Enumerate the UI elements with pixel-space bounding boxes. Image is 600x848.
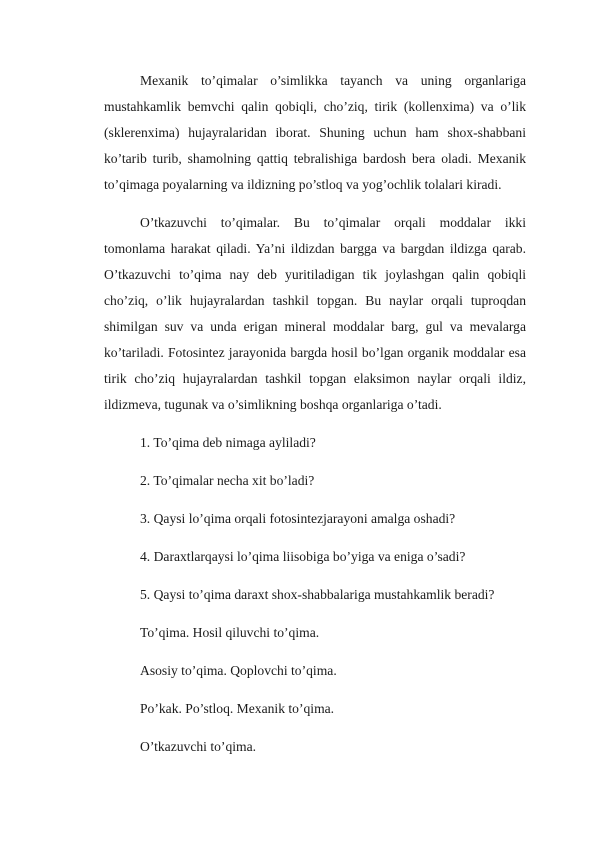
question-2: 2. To’qimalar necha xit bo’ladi? — [140, 473, 315, 488]
question-5: 5. Qaysi to’qima daraxt shox-shabbalariga mustahkamlik beradi? — [140, 587, 495, 602]
answer-2: Asosiy to’qima. Qoplovchi to’qima. — [140, 663, 337, 678]
answer-1: To’qima. Hosil qiluvchi to’qima. — [140, 625, 320, 640]
question-3: 3. Qaysi lo’qima orqali fotosintezjarayoni amalga oshadi? — [140, 511, 456, 526]
page-content — [104, 68, 526, 760]
question-1: 1. To’qima deb nimaga ayliladi? — [140, 435, 316, 450]
paragraph-mechanical-tissues: Mexanik to’qimalar o’simlikka tayanch va uning organlariga mustahkamlik bemvchi qalin qobiqli, cho’ziq, tirik (kollenxima) va o’lik (sklerenxima) hujayralaridan iborat. Shuning uchun ham shox-shabbani ko’tarib turib, shamolning qattiq tebralishiga bardosh bera oladi. Mexanik to’qimaga poyalarning va ildizning po’stloq va yog’ochlik tolalari kiradi. — [104, 73, 526, 192]
paragraph-conducting-tissues: O’tkazuvchi to’qimalar. Bu to’qimalar orqali moddalar ikki tomonlama harakat qiladi. Ya’ni ildizdan bargga va bargdan ildizga qarab. O’tkazuvchi to’qima nay deb yuritiladigan tik joylashgan qalin qobiqli cho’ziq, o’lik hujayralardan tashkil topgan. Bu naylar orqali tuproqdan shimilgan suv va unda erigan mineral moddalar barg, gul va mevalarga ko’tariladi. Fotosintez jarayonida bargda hosil bo’lgan organik moddalar esa tirik cho’ziq hujayralardan tashkil topgan elaksimon naylar orqali ildiz, ildizmeva, tugunak va o’simlikning boshqa organlariga o’tadi. — [104, 215, 526, 412]
question-4: 4. Daraxtlarqaysi lo’qima liisobiga bo’yiga va eniga o’sadi? — [140, 549, 466, 564]
answer-3: Po’kak. Po’stloq. Mexanik to’qima. — [140, 701, 335, 716]
answer-4: O’tkazuvchi to’qima. — [140, 739, 257, 754]
